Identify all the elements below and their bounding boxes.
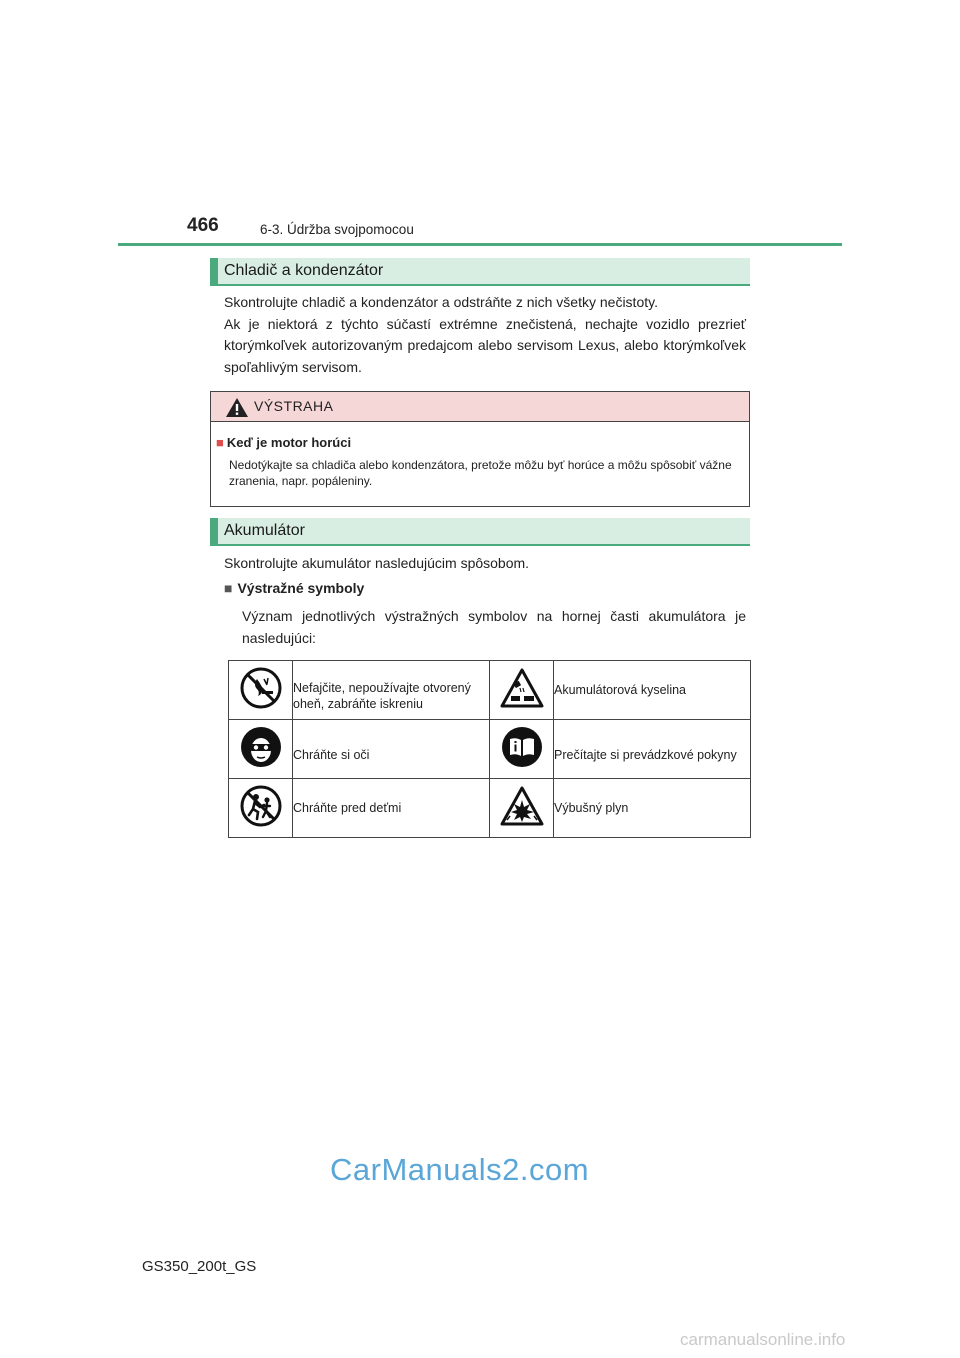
symbol-text: Akumulátorová kyselina: [554, 683, 687, 697]
read-manual-icon: [501, 726, 543, 768]
chapter-title: 6-3. Údržba svojpomocou: [260, 222, 414, 237]
bullet-heading-text: Výstražné symboly: [237, 580, 365, 596]
symbol-text: Nefajčite, nepoužívajte otvorený oheň, zabráňte iskreniu: [293, 681, 471, 711]
warning-text: Nedotýkajte sa chladiča alebo kondenzátora, pretože môžu byť horúce a môžu spôsobiť vážne zranenia, napr. popáleniny.: [229, 458, 732, 488]
warning-subtitle: ■ Keď je motor horúci: [216, 435, 352, 450]
bullet-paragraph: Význam jednotlivých výstražných symbolov na hornej časti akumulátora je nasledujúci:: [242, 608, 746, 646]
section-heading-radiator: [210, 258, 750, 286]
symbol-text: Prečítajte si prevádzkové pokyny: [554, 748, 737, 762]
bullet-heading: ■ Výstražné symboly: [224, 580, 365, 596]
warning-title: VÝSTRAHA: [254, 398, 334, 414]
table-row: [229, 661, 751, 720]
table-row: [229, 779, 751, 838]
page-number: 466: [187, 215, 219, 236]
watermark-online: carmanualsonline.info: [680, 1330, 846, 1349]
warning-triangle-icon: [225, 397, 249, 418]
warning-symbols-table: [228, 660, 751, 838]
symbol-text: Chráňte si oči: [293, 748, 370, 762]
radiator-paragraph: Skontrolujte chladič a kondenzátor a odstráňte z nich všetky nečistoty. Ak je niektorá z týchto súčastí extrémne znečistená, nechajte vozidlo prezrieť ktorýmkoľvek autorizovaným predajcom alebo servisom Lexus, alebo ktorýmkoľvek spoľahlivým servisom.: [224, 294, 746, 375]
no-smoking-flame-icon: [240, 667, 282, 709]
section-heading-battery: [210, 518, 750, 546]
header-rule: [118, 243, 842, 246]
footer-model: GS350_200t_GS: [142, 1258, 257, 1275]
explosive-gas-icon: [500, 786, 544, 826]
section-title: Akumulátor: [224, 522, 305, 539]
symbol-text: Chráňte pred deťmi: [293, 801, 402, 815]
warning-subtitle-text: Keď je motor horúci: [226, 435, 352, 450]
battery-intro: Skontrolujte akumulátor nasledujúcim spôsobom.: [224, 555, 530, 571]
warning-header: [211, 392, 749, 422]
battery-acid-icon: [500, 668, 544, 708]
warning-box: [210, 391, 750, 507]
watermark-carmanuals: CarManuals2.com: [330, 1152, 590, 1187]
eye-protection-icon: [240, 726, 282, 768]
keep-children-away-icon: [240, 785, 282, 827]
section-title: Chladič a kondenzátor: [224, 262, 384, 279]
table-row: [229, 720, 751, 779]
symbol-text: Výbušný plyn: [554, 801, 629, 815]
